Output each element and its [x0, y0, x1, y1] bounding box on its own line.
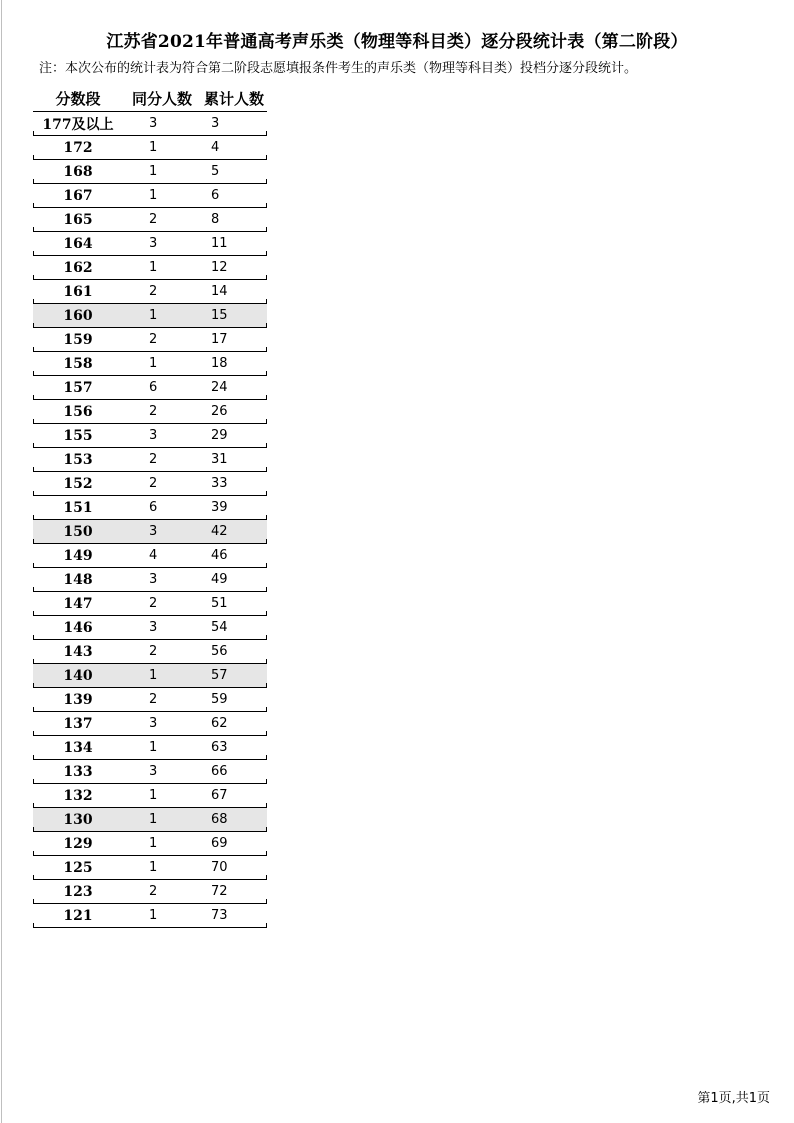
- table-row: [33, 160, 267, 184]
- same-count-cell: 2: [149, 884, 158, 899]
- score-cell: 121: [63, 907, 93, 924]
- page-title: 江苏省2021年普通高考声乐类（物理等科目类）逐分段统计表（第二阶段）: [106, 32, 688, 52]
- cumulative-count-cell: 5: [211, 164, 220, 179]
- table-header: [33, 85, 267, 112]
- score-cell: 162: [63, 259, 93, 276]
- cumulative-count-cell: 59: [211, 692, 228, 707]
- score-cell: 132: [63, 787, 93, 804]
- same-count-cell: 1: [149, 860, 158, 875]
- score-cell: 158: [63, 355, 93, 372]
- same-count-cell: 3: [149, 764, 158, 779]
- cumulative-count-cell: 62: [211, 716, 228, 731]
- table-row: [33, 592, 267, 616]
- score-cell: 140: [63, 667, 93, 684]
- table-row: [33, 232, 267, 256]
- cumulative-count-cell: 15: [211, 308, 228, 323]
- same-count-cell: 3: [149, 716, 158, 731]
- table-row: [33, 304, 267, 328]
- score-cell: 167: [63, 187, 93, 204]
- cumulative-count-cell: 63: [211, 740, 228, 755]
- score-cell: 134: [63, 739, 93, 756]
- table-row: [33, 856, 267, 880]
- table-row: [33, 832, 267, 856]
- same-count-cell: 2: [149, 332, 158, 347]
- same-count-cell: 1: [149, 836, 158, 851]
- score-cell: 157: [63, 379, 93, 396]
- table-row: [33, 904, 267, 928]
- score-cell: 172: [63, 139, 93, 156]
- score-cell: 133: [63, 763, 93, 780]
- table-row: [33, 568, 267, 592]
- cumulative-count-cell: 33: [211, 476, 228, 491]
- same-count-cell: 2: [149, 644, 158, 659]
- cumulative-count-cell: 31: [211, 452, 228, 467]
- score-cell: 123: [63, 883, 93, 900]
- table-row: [33, 736, 267, 760]
- cumulative-count-cell: 54: [211, 620, 228, 635]
- score-cell: 165: [63, 211, 93, 228]
- table-row: [33, 376, 267, 400]
- table-row: [33, 808, 267, 832]
- table-row: [33, 760, 267, 784]
- same-count-cell: 3: [149, 428, 158, 443]
- score-distribution-table: [33, 85, 267, 928]
- same-count-cell: 1: [149, 260, 158, 275]
- page-footer: 第1页,共1页: [697, 1091, 770, 1106]
- score-cell: 153: [63, 451, 93, 468]
- table-row: [33, 784, 267, 808]
- same-count-cell: 1: [149, 908, 158, 923]
- header-score-range: 分数段: [55, 89, 101, 108]
- table-row: [33, 328, 267, 352]
- cumulative-count-cell: 56: [211, 644, 228, 659]
- cumulative-count-cell: 4: [211, 140, 220, 155]
- same-count-cell: 1: [149, 668, 158, 683]
- table-row: [33, 400, 267, 424]
- score-cell: 151: [63, 499, 93, 516]
- table-row: [33, 424, 267, 448]
- cumulative-count-cell: 69: [211, 836, 228, 851]
- same-count-cell: 1: [149, 308, 158, 323]
- cumulative-count-cell: 46: [211, 548, 228, 563]
- same-count-cell: 3: [149, 236, 158, 251]
- table-row: [33, 712, 267, 736]
- cumulative-count-cell: 42: [211, 524, 228, 539]
- same-count-cell: 2: [149, 212, 158, 227]
- table-row: [33, 184, 267, 208]
- same-count-cell: 3: [149, 116, 158, 131]
- score-cell: 143: [63, 643, 93, 660]
- cumulative-count-cell: 24: [211, 380, 228, 395]
- cumulative-count-cell: 57: [211, 668, 228, 683]
- score-cell: 149: [63, 547, 93, 564]
- same-count-cell: 6: [149, 380, 158, 395]
- cumulative-count-cell: 17: [211, 332, 228, 347]
- score-cell: 161: [63, 283, 93, 300]
- same-count-cell: 1: [149, 812, 158, 827]
- cumulative-count-cell: 8: [211, 212, 220, 227]
- score-cell: 137: [63, 715, 93, 732]
- table-row: [33, 472, 267, 496]
- cumulative-count-cell: 11: [211, 236, 228, 251]
- table-row: [33, 664, 267, 688]
- table-row: [33, 448, 267, 472]
- cumulative-count-cell: 14: [211, 284, 228, 299]
- score-cell: 155: [63, 427, 93, 444]
- same-count-cell: 2: [149, 692, 158, 707]
- table-row: [33, 256, 267, 280]
- score-cell: 148: [63, 571, 93, 588]
- same-count-cell: 1: [149, 740, 158, 755]
- cumulative-count-cell: 73: [211, 908, 228, 923]
- table-row: [33, 496, 267, 520]
- cumulative-count-cell: 51: [211, 596, 228, 611]
- same-count-cell: 1: [149, 164, 158, 179]
- table-row: [33, 208, 267, 232]
- same-count-cell: 2: [149, 452, 158, 467]
- same-count-cell: 1: [149, 356, 158, 371]
- same-count-cell: 6: [149, 500, 158, 515]
- cumulative-count-cell: 29: [211, 428, 228, 443]
- same-count-cell: 3: [149, 572, 158, 587]
- table-note: 注：本次公布的统计表为符合第二阶段志愿填报条件考生的声乐类（物理等科目类）投档分逐分段统计。: [39, 61, 638, 76]
- score-cell: 159: [63, 331, 93, 348]
- table-row: [33, 544, 267, 568]
- score-cell: 164: [63, 235, 93, 252]
- same-count-cell: 1: [149, 188, 158, 203]
- table-row: [33, 112, 267, 136]
- cumulative-count-cell: 72: [211, 884, 228, 899]
- score-cell: 139: [63, 691, 93, 708]
- same-count-cell: 1: [149, 788, 158, 803]
- same-count-cell: 2: [149, 596, 158, 611]
- table-row: [33, 688, 267, 712]
- score-cell: 147: [63, 595, 93, 612]
- score-cell: 168: [63, 163, 93, 180]
- same-count-cell: 3: [149, 524, 158, 539]
- cumulative-count-cell: 3: [211, 116, 220, 131]
- score-cell: 150: [63, 523, 93, 540]
- cumulative-count-cell: 12: [211, 260, 228, 275]
- same-count-cell: 1: [149, 140, 158, 155]
- table-row: [33, 880, 267, 904]
- score-cell: 125: [63, 859, 93, 876]
- score-cell: 177及以上: [42, 116, 114, 133]
- same-count-cell: 4: [149, 548, 158, 563]
- score-cell: 160: [63, 307, 93, 324]
- cumulative-count-cell: 70: [211, 860, 228, 875]
- table-row: [33, 616, 267, 640]
- cumulative-count-cell: 66: [211, 764, 228, 779]
- cumulative-count-cell: 18: [211, 356, 228, 371]
- score-cell: 146: [63, 619, 93, 636]
- cumulative-count-cell: 39: [211, 500, 228, 515]
- header-same-score-count: 同分人数: [131, 89, 192, 108]
- header-cumulative-count: 累计人数: [203, 89, 264, 108]
- same-count-cell: 2: [149, 404, 158, 419]
- table-body: [33, 112, 267, 928]
- page-left-border: [1, 0, 2, 1123]
- score-cell: 152: [63, 475, 93, 492]
- score-cell: 130: [63, 811, 93, 828]
- same-count-cell: 2: [149, 476, 158, 491]
- same-count-cell: 3: [149, 620, 158, 635]
- table-row: [33, 136, 267, 160]
- score-cell: 129: [63, 835, 93, 852]
- table-row: [33, 640, 267, 664]
- cumulative-count-cell: 26: [211, 404, 228, 419]
- table-row: [33, 352, 267, 376]
- same-count-cell: 2: [149, 284, 158, 299]
- table-row: [33, 280, 267, 304]
- score-cell: 156: [63, 403, 93, 420]
- cumulative-count-cell: 68: [211, 812, 228, 827]
- cumulative-count-cell: 49: [211, 572, 228, 587]
- table-row: [33, 520, 267, 544]
- cumulative-count-cell: 6: [211, 188, 220, 203]
- cumulative-count-cell: 67: [211, 788, 228, 803]
